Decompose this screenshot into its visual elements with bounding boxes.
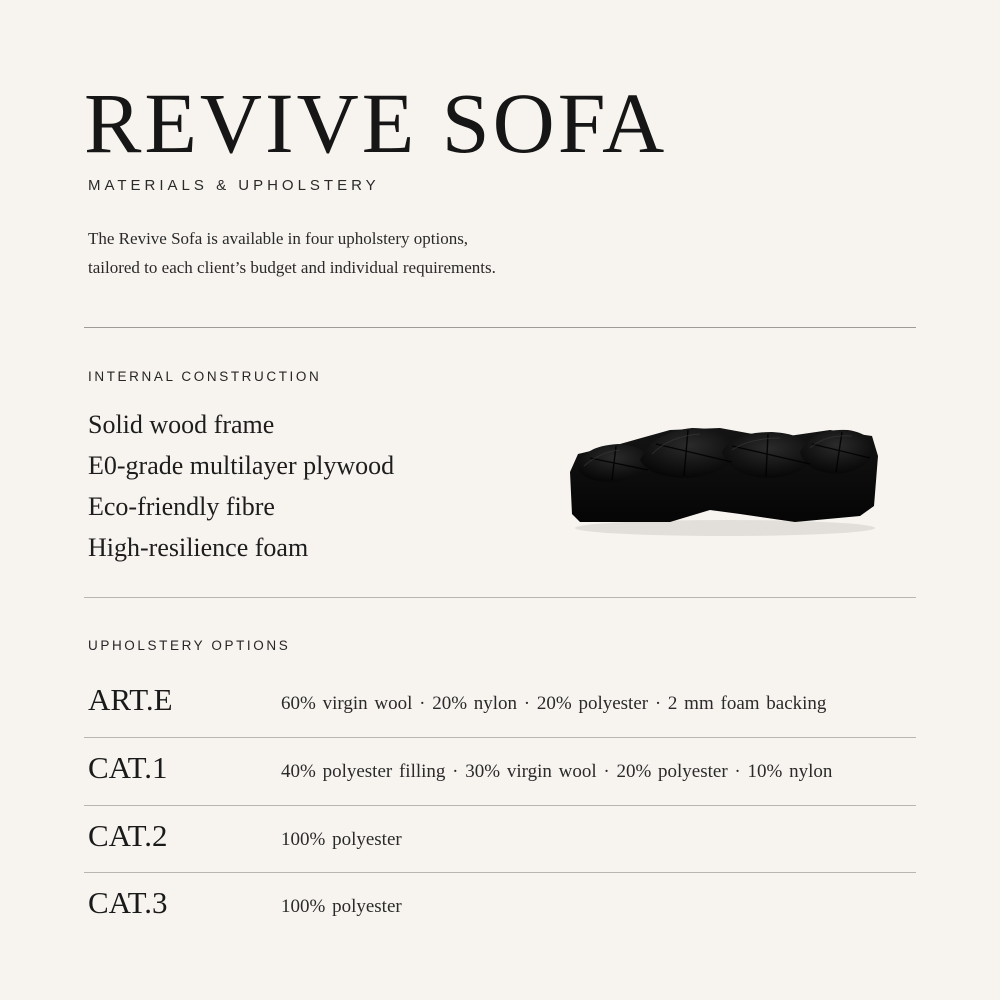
construction-list <box>88 404 394 568</box>
construction-item: E0-grade multilayer plywood <box>88 451 395 480</box>
section-divider <box>84 597 916 598</box>
row-divider <box>84 872 916 873</box>
upholstery-heading: UPHOLSTERY OPTIONS <box>88 638 291 653</box>
upholstery-description: 100% polyester <box>281 896 402 917</box>
upholstery-row <box>88 680 916 720</box>
upholstery-code: ART.E <box>88 682 173 717</box>
upholstery-row <box>88 748 916 788</box>
upholstery-description: 100% polyester <box>281 829 402 850</box>
intro-paragraph <box>88 224 568 282</box>
upholstery-code: CAT.2 <box>88 818 168 853</box>
construction-item: High-resilience foam <box>88 533 309 562</box>
construction-heading: INTERNAL CONSTRUCTION <box>88 369 322 384</box>
page-title: REVIVE SOFA <box>84 75 668 171</box>
intro-line: tailored to each client’s budget and individual requirements. <box>88 258 496 277</box>
upholstery-row <box>88 883 916 923</box>
page-subtitle: MATERIALS & UPHOLSTERY <box>88 177 380 194</box>
upholstery-description: 40% polyester filling · 30% virgin wool · 20% polyester · 10% nylon <box>281 761 833 782</box>
upholstery-code: CAT.3 <box>88 885 168 920</box>
upholstery-description: 60% virgin wool · 20% nylon · 20% polyester · 2 mm foam backing <box>281 693 827 714</box>
construction-item: Eco-friendly fibre <box>88 492 275 521</box>
upholstery-row <box>88 816 916 856</box>
upholstery-code: CAT.1 <box>88 750 168 785</box>
construction-item: Solid wood frame <box>88 410 275 439</box>
intro-line: The Revive Sofa is available in four upholstery options, <box>88 229 469 248</box>
section-divider <box>84 327 916 328</box>
sofa-image <box>560 410 890 550</box>
row-divider <box>84 737 916 738</box>
row-divider <box>84 805 916 806</box>
